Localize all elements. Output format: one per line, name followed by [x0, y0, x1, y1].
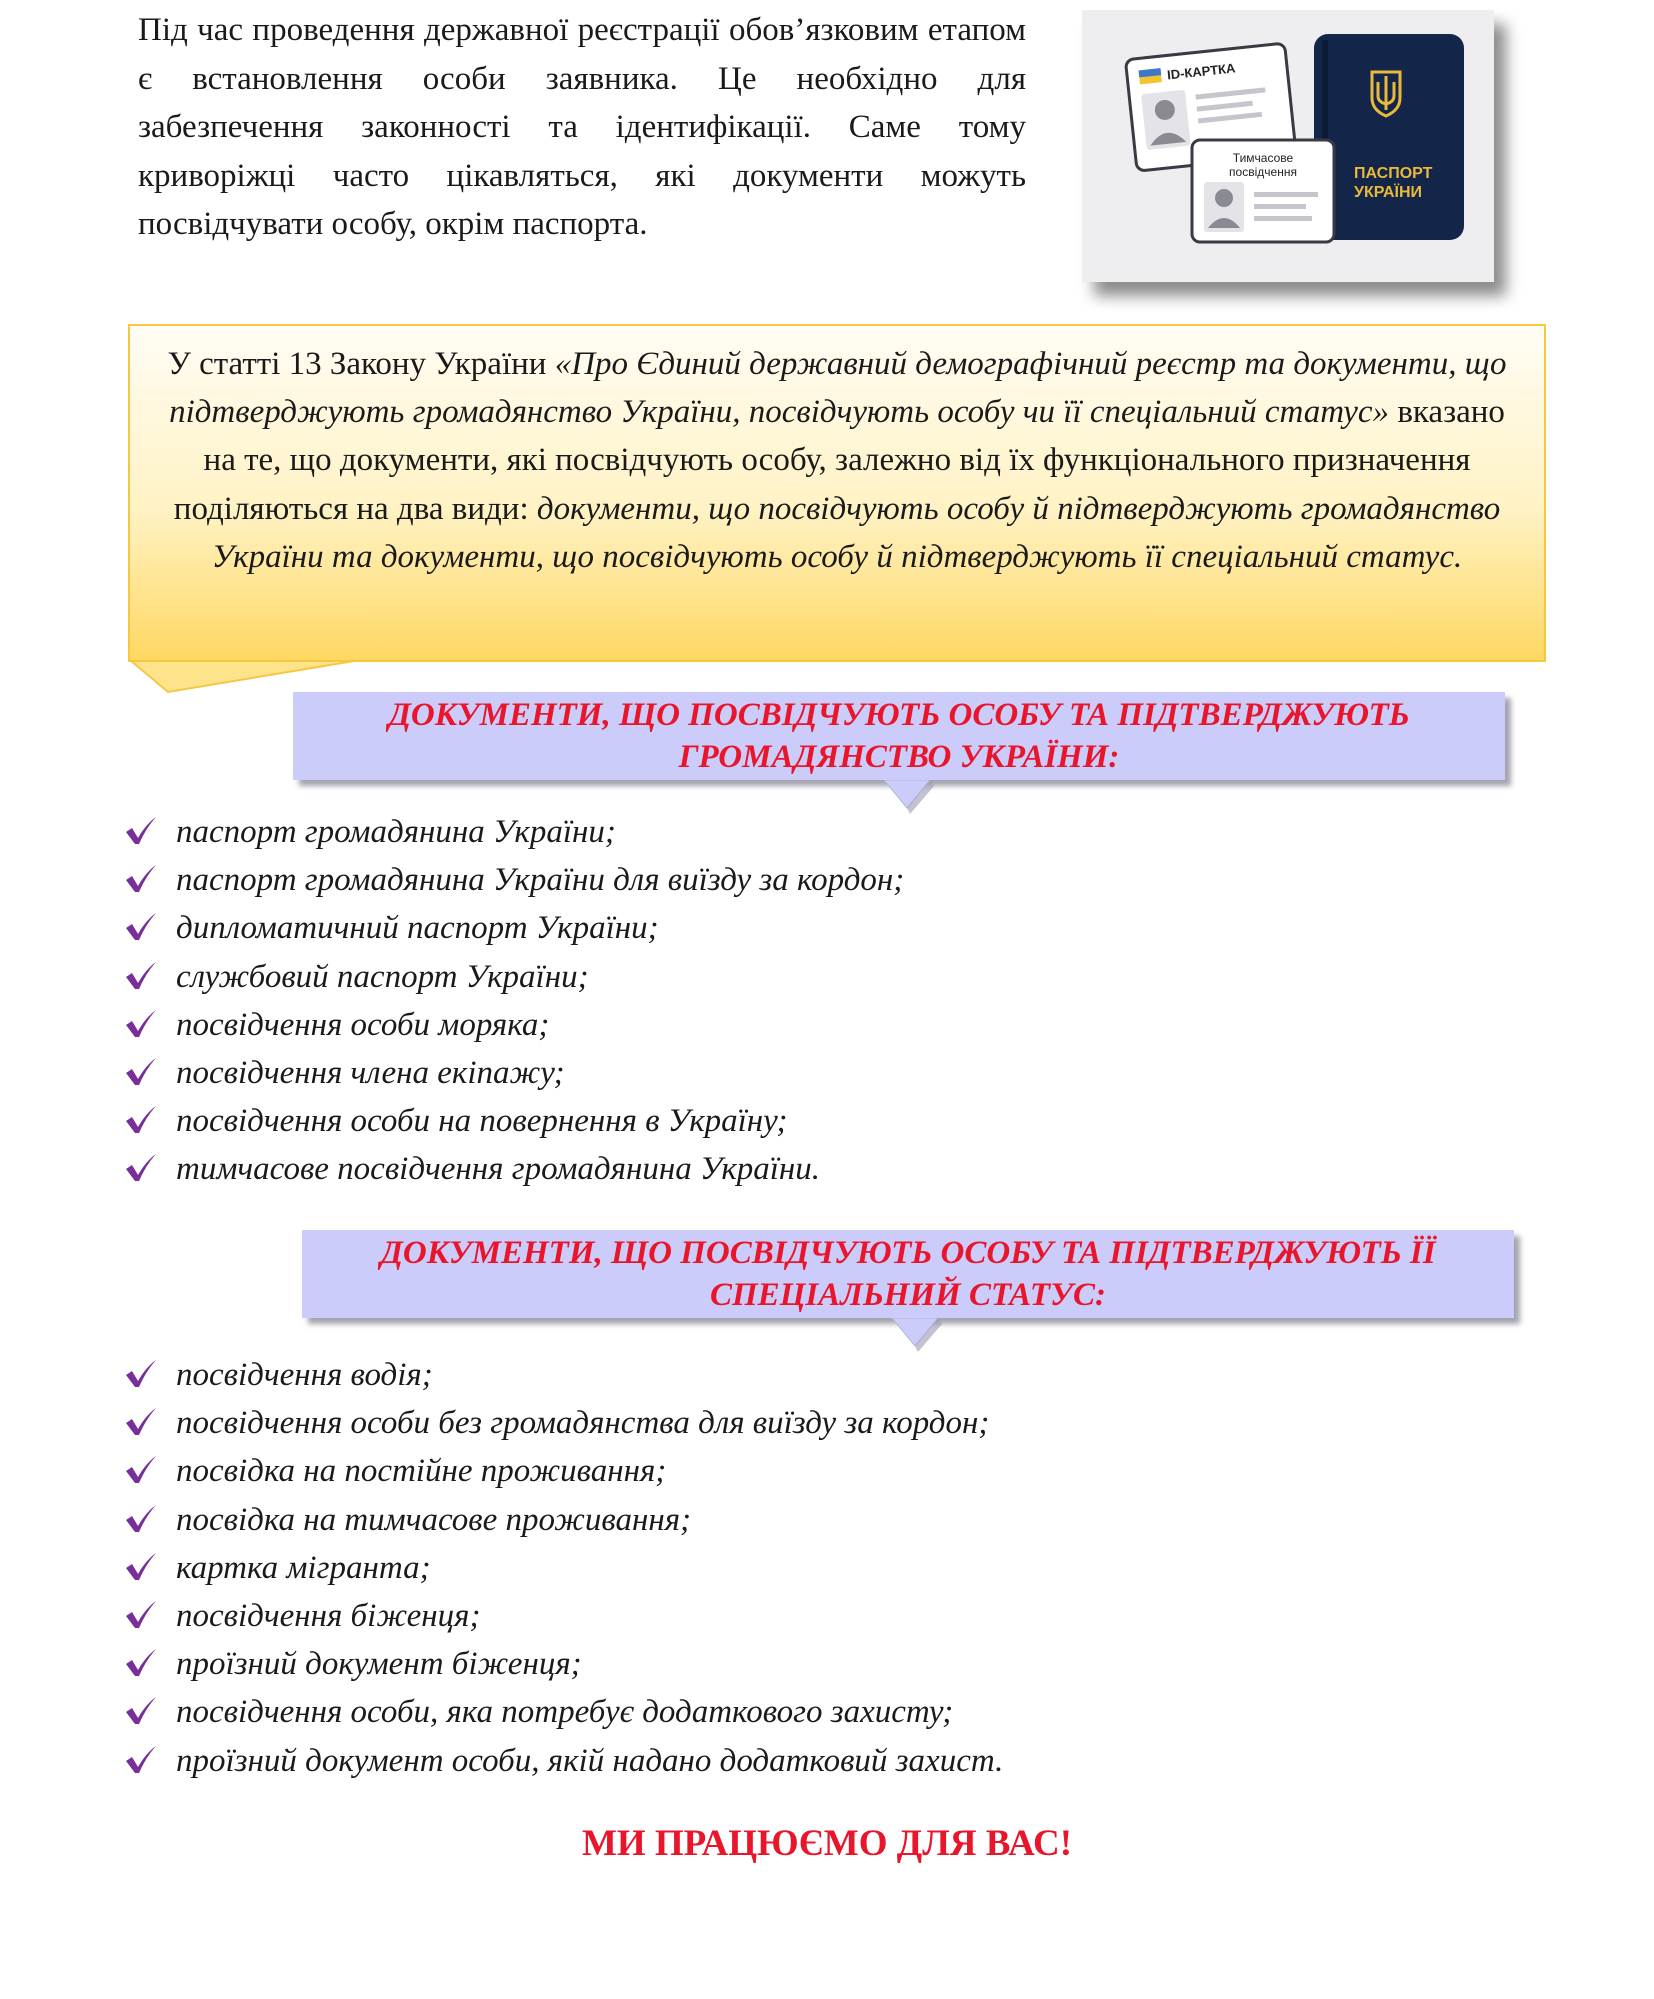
list-item	[118, 1447, 1003, 1495]
checkmark-icon	[124, 1359, 158, 1389]
list-item-text: дипломатичний паспорт України;	[176, 910, 659, 947]
checkmark-icon	[124, 1745, 158, 1775]
section1-heading-line2: ГРОМАДЯНСТВО УКРАЇНИ:	[678, 739, 1120, 775]
checkmark-icon	[124, 1009, 158, 1039]
list-item-text: проїзний документ біженця;	[176, 1646, 582, 1683]
list-item	[118, 1737, 1003, 1785]
list-item-text: посвідчення члена екіпажу;	[176, 1054, 565, 1091]
passport-label-line1: ПАСПОРТ	[1354, 165, 1433, 182]
list-item-text: посвідчення особи, яка потребує додаткового захисту;	[176, 1694, 954, 1731]
list-item	[118, 1688, 1003, 1736]
checkmark-icon	[124, 1455, 158, 1485]
list-item-text: посвідчення особи моряка;	[176, 1006, 550, 1043]
callout-body	[128, 324, 1546, 662]
section2-list	[118, 1351, 1003, 1785]
list-item-text: паспорт громадянина України;	[176, 814, 616, 850]
list-item-text: посвідчення біженця;	[176, 1597, 481, 1634]
section2-heading-line2: СПЕЦІАЛЬНИЙ СТАТУС:	[710, 1277, 1106, 1313]
list-item	[118, 1097, 904, 1145]
list-item-text: посвідка на тимчасове проживання;	[176, 1501, 692, 1538]
temporary-certificate-image	[1192, 140, 1334, 242]
intro-text: Під час проведення державної реєстрації обов’язковим етапом є встановлення особи заявника. Це необхідно для забезпечення законності та ідентифікації. Саме тому криворіжці часто цікавляться, які документи можуть посвідчувати особу, окрім паспорта.	[138, 12, 1026, 242]
list-item	[118, 1496, 1003, 1544]
list-item	[118, 1399, 1003, 1447]
list-item	[118, 904, 904, 952]
list-item	[118, 1544, 1003, 1592]
list-item	[118, 1640, 1003, 1688]
list-item-text: посвідчення особи без громадянства для виїзду за кордон;	[176, 1405, 990, 1442]
list-item	[118, 1001, 904, 1049]
section1-list	[118, 808, 904, 1194]
id-card-label: ID-КАРТКА	[1166, 60, 1237, 83]
checkmark-icon	[124, 1600, 158, 1630]
checkmark-icon	[124, 1153, 158, 1183]
list-item	[118, 856, 904, 904]
footer-text: МИ ПРАЦЮЄМО ДЛЯ ВАС!	[581, 1823, 1073, 1864]
list-item-text: картка мігранта;	[176, 1549, 431, 1586]
list-item-text: тимчасове посвідчення громадянина України.	[176, 1151, 821, 1188]
section2-heading-line1: ДОКУМЕНТИ, ЩО ПОСВІДЧУЮТЬ ОСОБУ ТА ПІДТВЕРДЖУЮТЬ ЇЇ	[380, 1235, 1436, 1271]
list-item-text: посвідчення водія;	[176, 1357, 433, 1393]
list-item	[118, 1145, 904, 1193]
checkmark-icon	[124, 1504, 158, 1534]
document-types: документи, що посвідчують особу й підтверджують громадянство України та документи, що посвідчують особу й підтверджують її спеціальний статус.	[211, 490, 1501, 575]
checkmark-icon	[124, 1552, 158, 1582]
list-item	[118, 1351, 1003, 1399]
list-item-text: посвідка на постійне проживання;	[176, 1453, 667, 1490]
callout-paragraph	[154, 340, 1520, 581]
checkmark-icon	[124, 816, 158, 846]
section1-heading-line1: ДОКУМЕНТИ, ЩО ПОСВІДЧУЮТЬ ОСОБУ ТА ПІДТВЕРДЖУЮТЬ	[388, 697, 1410, 733]
list-item-text: проїзний документ особи, якій надано додатковий захист.	[176, 1742, 1004, 1779]
intro-paragraph	[138, 6, 1026, 249]
section1-heading	[293, 692, 1505, 780]
documents-illustration-graphic	[1082, 10, 1494, 282]
callout-intro: У статті 13 Закону України	[167, 346, 555, 382]
footer-slogan	[0, 1822, 1654, 1866]
list-item	[118, 953, 904, 1001]
temp-card-label-line1: Тимчасове	[1232, 151, 1294, 165]
checkmark-icon	[124, 1407, 158, 1437]
checkmark-icon	[124, 912, 158, 942]
checkmark-icon	[124, 1057, 158, 1087]
list-item-text: посвідчення особи на повернення в Україну;	[176, 1103, 788, 1140]
law-title: «Про Єдиний державний демографічний реєстр та документи, що підтверджують громадянство України, посвідчують особу чи її спеціальний статус»	[169, 346, 1507, 431]
list-item	[118, 808, 904, 856]
list-item	[118, 1592, 1003, 1640]
checkmark-icon	[124, 1696, 158, 1726]
list-item-text: паспорт громадянина України для виїзду за кордон;	[176, 862, 905, 899]
passport-label-line2: УКРАЇНИ	[1354, 184, 1423, 201]
checkmark-icon	[124, 1105, 158, 1135]
list-item	[118, 1049, 904, 1097]
callout-middle: вказано на те, що документи, які посвідчують особу, залежно від їх функціонального призначення поділяються на два види:	[173, 394, 1505, 527]
passport-image	[1314, 34, 1464, 240]
list-item-text: службовий паспорт України;	[176, 958, 589, 995]
checkmark-icon	[124, 1648, 158, 1678]
temp-card-label-line2: посвідчення	[1229, 165, 1297, 179]
section2-heading	[302, 1230, 1514, 1318]
documents-illustration	[1082, 10, 1494, 282]
checkmark-icon	[124, 961, 158, 991]
checkmark-icon	[124, 864, 158, 894]
